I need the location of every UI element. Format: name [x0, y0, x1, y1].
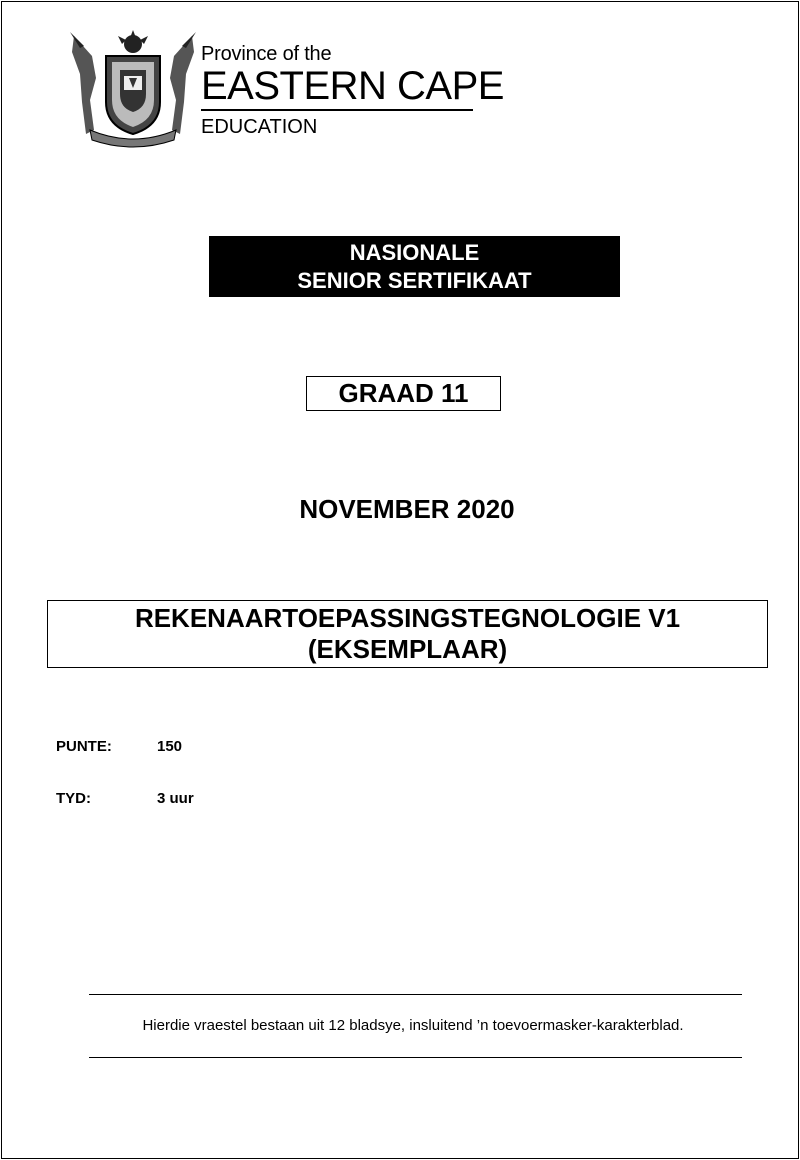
coat-of-arms-icon	[66, 30, 201, 148]
logo-line-eastern-cape: EASTERN CAPE	[201, 66, 473, 111]
logo-text	[201, 43, 504, 138]
marks-row	[56, 738, 182, 755]
subject-box	[47, 600, 768, 668]
certificate-line-1: NASIONALE	[349, 239, 480, 265]
certificate-line-2: SENIOR SERTIFIKAAT	[297, 267, 532, 293]
footer-rule-bottom	[89, 1057, 742, 1058]
time-value: 3 uur	[157, 790, 194, 807]
subject-edition: (EKSEMPLAAR)	[307, 634, 508, 664]
subject-title: REKENAARTOEPASSINGSTEGNOLOGIE V1	[134, 603, 681, 633]
exam-date: NOVEMBER 2020	[299, 494, 515, 524]
marks-label: PUNTE:	[56, 738, 112, 755]
marks-value: 150	[157, 738, 183, 755]
grade-box: GRAAD 11	[306, 376, 501, 411]
department-logo	[66, 30, 504, 148]
time-label: TYD:	[56, 790, 91, 807]
logo-line-province: Province of the	[201, 43, 332, 65]
logo-line-education: EDUCATION	[201, 116, 318, 138]
certificate-banner	[209, 236, 620, 297]
footer-note: Hierdie vraestel bestaan uit 12 bladsye, insluitend ’n toevoermasker-karakterblad.	[142, 1017, 684, 1034]
footer-rule-top	[89, 994, 742, 995]
page-frame	[1, 1, 799, 1159]
time-row	[56, 790, 194, 807]
